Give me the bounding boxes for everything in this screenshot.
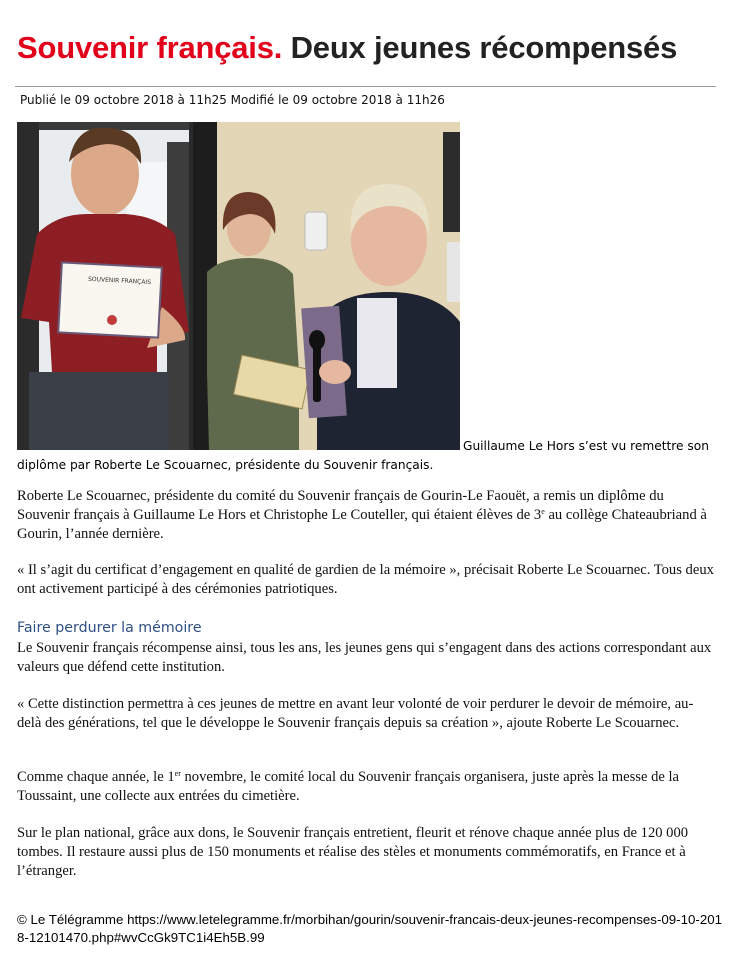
ordinal-suffix: er (174, 769, 181, 778)
diploma-heading: SOUVENIR FRANÇAIS (87, 275, 152, 287)
title-headline: Deux jeunes récompensés (290, 30, 678, 65)
paragraph-1 (17, 487, 717, 544)
publication-dateline: Publié le 09 octobre 2018 à 11h25 Modifié le 09 octobre 2018 à 11h26 (20, 93, 445, 107)
paragraph-5 (17, 768, 717, 806)
paragraph-1-end: au collège Chateaubriand à Gourin, l’année dernière. (17, 507, 707, 542)
caption-indent (17, 449, 463, 450)
paragraph-6: Sur le plan national, grâce aux dons, le Souvenir français entretient, fleurit et rénove chaque année plus de 120 000 tombes. Il restaure aussi plus de 150 monuments et réalise des stèles et monuments commémoratifs, en France et à l’étranger. (17, 825, 689, 879)
paragraph-2: « Il s’agit du certificat d’engagement en qualité de gardien de la mémoire », précisait Roberte Le Scouarnec. Tous deux ont activement participé à des cérémonies patriotiques. (17, 562, 714, 597)
photo-caption (17, 437, 717, 475)
title-divider (15, 86, 716, 87)
article-photo (17, 122, 460, 450)
article-title (17, 28, 677, 68)
ordinal-suffix: e (541, 507, 545, 516)
source-footer: © Le Télégramme https://www.letelegramme.fr/morbihan/gourin/souvenir-francais-deux-jeunes-recompenses-09-10-2018-12101470.php#wvCcGk9TC1i4Eh5B.99 (17, 912, 723, 945)
paragraph-5-end: novembre, le comité local du Souvenir français organisera, juste après la messe de la Toussaint, une collecte aux entrées du cimetière. (17, 769, 680, 804)
section-subheading: Faire perdurer la mémoire (17, 620, 202, 636)
title-kicker: Souvenir français. (17, 30, 283, 65)
paragraph-1-start: Roberte Le Scouarnec, présidente du comité du Souvenir français de Gourin-Le Faouët, a remis un diplôme du Souvenir français à Guillaume Le Hors et Christophe Le Couteller, qui étaient élèves de 3 (17, 488, 664, 523)
paragraph-3: Le Souvenir français récompense ainsi, tous les ans, les jeunes gens qui s’engagent dans des actions correspondant aux valeurs que défend cette institution. (17, 640, 712, 675)
paragraph-4: « Cette distinction permettra à ces jeunes de mettre en avant leur volonté de voir perdurer le devoir de mémoire, au-delà des générations, tel que le développe le Souvenir français depuis sa création », ajoute Roberte Le Scouarnec. (17, 696, 694, 731)
photo-caption-text: Guillaume Le Hors s’est vu remettre son diplôme par Roberte Le Scouarnec, présidente du Souvenir français. (17, 439, 709, 472)
paragraph-5-start: Comme chaque année, le 1 (17, 769, 175, 785)
